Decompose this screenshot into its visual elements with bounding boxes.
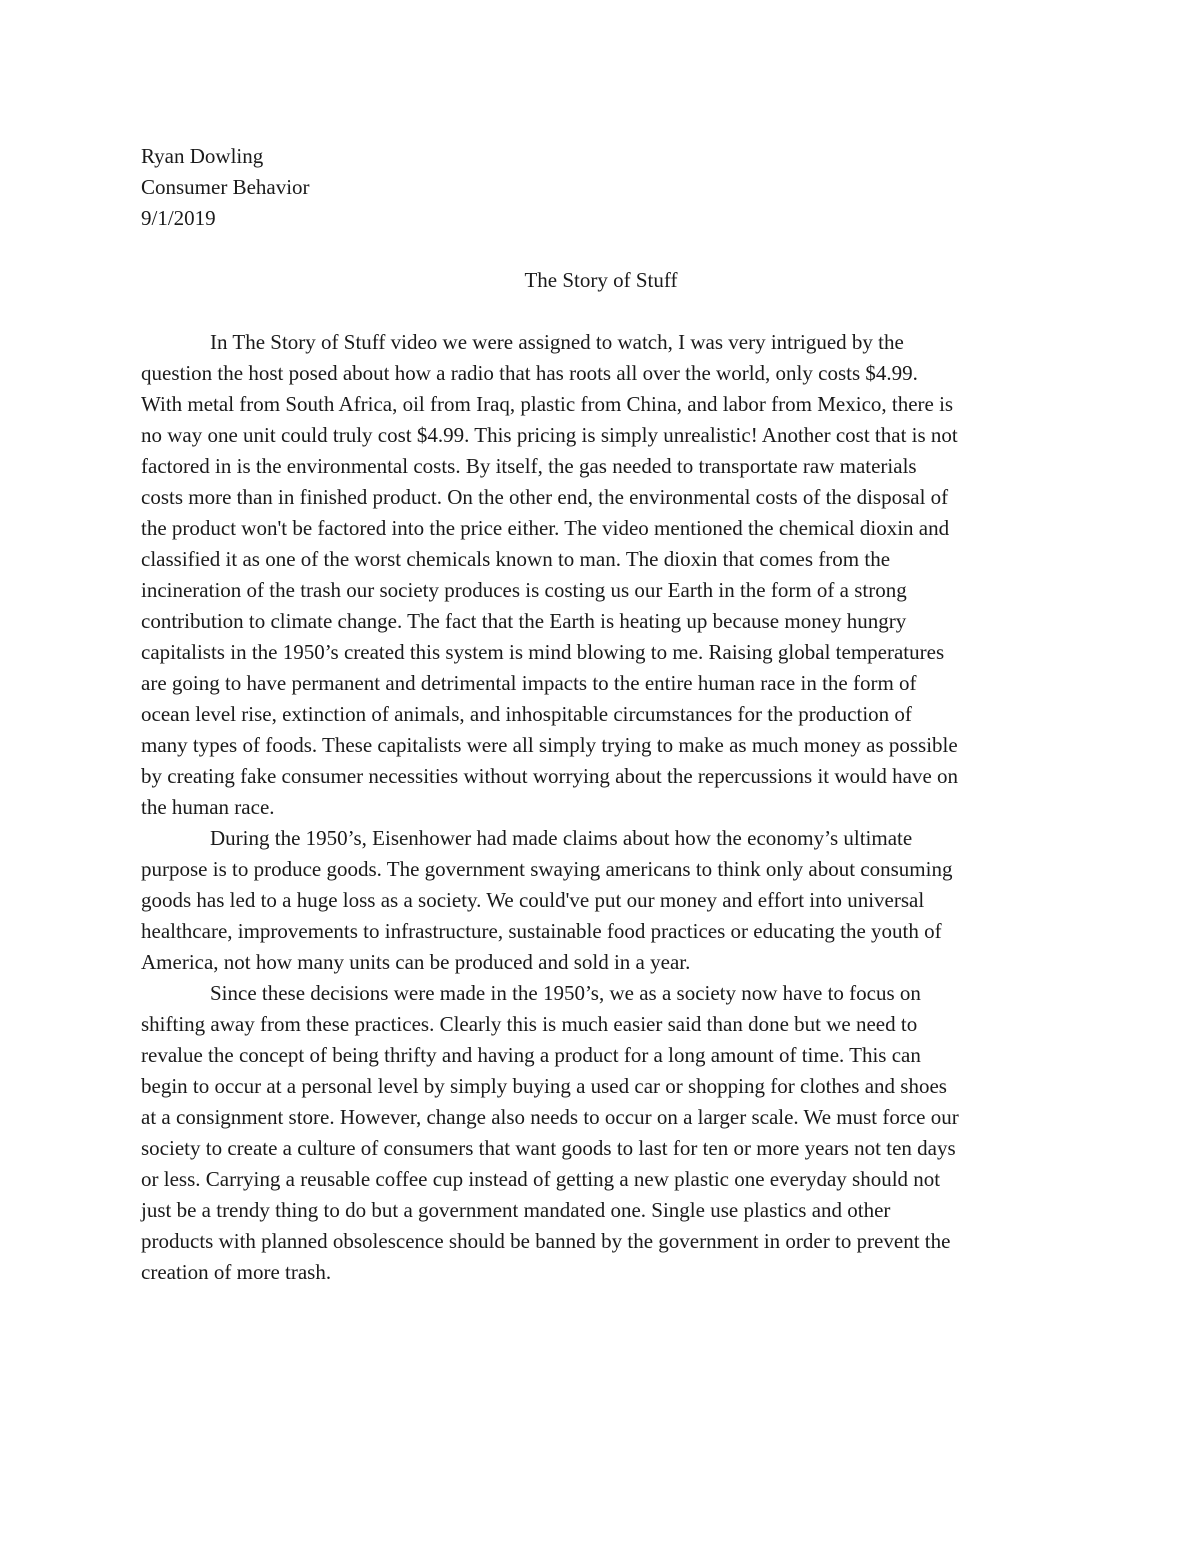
text-line: creation of more trash.	[141, 1260, 332, 1284]
text-line: question the host posed about how a radio that has roots all over the world, only costs $4.99.	[141, 361, 918, 385]
text-line: purpose is to produce goods. The government swaying americans to think only about consuming	[141, 857, 953, 881]
text-line: begin to occur at a personal level by simply buying a used car or shopping for clothes and shoes	[141, 1074, 947, 1098]
text-line: classified it as one of the worst chemicals known to man. The dioxin that comes from the	[141, 547, 891, 571]
text-line: the human race.	[141, 795, 275, 819]
text-line: America, not how many units can be produced and sold in a year.	[141, 950, 691, 974]
author-name: Ryan Dowling	[141, 144, 264, 168]
text-line: healthcare, improvements to infrastructure, sustainable food practices or educating the youth of	[141, 919, 942, 943]
text-line: ocean level rise, extinction of animals, and inhospitable circumstances for the production of	[141, 702, 912, 726]
text-line: no way one unit could truly cost $4.99. This pricing is simply unrealistic! Another cost that is not	[141, 423, 958, 447]
text-line: or less. Carrying a reusable coffee cup instead of getting a new plastic one everyday should not	[141, 1167, 941, 1191]
text-line: Since these decisions were made in the 1950’s, we as a society now have to focus on	[210, 981, 921, 1005]
text-line: the product won't be factored into the price either. The video mentioned the chemical dioxin and	[141, 516, 950, 540]
text-line: goods has led to a huge loss as a society. We could've put our money and effort into universal	[141, 888, 925, 912]
text-line: During the 1950’s, Eisenhower had made claims about how the economy’s ultimate	[210, 826, 913, 850]
text-line: With metal from South Africa, oil from Iraq, plastic from China, and labor from Mexico, there is	[141, 392, 954, 416]
text-line: are going to have permanent and detrimental impacts to the entire human race in the form of	[141, 671, 917, 695]
text-line: factored in is the environmental costs. By itself, the gas needed to transportate raw materials	[141, 454, 917, 478]
text-line: capitalists in the 1950’s created this system is mind blowing to me. Raising global temperatures	[141, 640, 945, 664]
text-line: many types of foods. These capitalists were all simply trying to make as much money as possible	[141, 733, 958, 757]
text-line: costs more than in finished product. On the other end, the environmental costs of the disposal of	[141, 485, 949, 509]
text-line: at a consignment store. However, change also needs to occur on a larger scale. We must force our	[141, 1105, 959, 1129]
text-line: by creating fake consumer necessities without worrying about the repercussions it would have on	[141, 764, 959, 788]
paragraph	[141, 327, 1061, 823]
text-line: products with planned obsolescence should be banned by the government in order to prevent the	[141, 1229, 951, 1253]
text-line: just be a trendy thing to do but a government mandated one. Single use plastics and other	[141, 1198, 891, 1222]
paragraph	[141, 823, 1061, 978]
document-header	[141, 141, 1061, 234]
text-line: revalue the concept of being thrifty and having a product for a long amount of time. This can	[141, 1043, 921, 1067]
text-line: shifting away from these practices. Clearly this is much easier said than done but we need to	[141, 1012, 918, 1036]
text-line: incineration of the trash our society produces is costing us our Earth in the form of a strong	[141, 578, 907, 602]
paragraph	[141, 978, 1061, 1288]
document-date: 9/1/2019	[141, 206, 216, 230]
text-line: society to create a culture of consumers that want goods to last for ten or more years not ten days	[141, 1136, 956, 1160]
text-line: In The Story of Stuff video we were assigned to watch, I was very intrigued by the	[210, 330, 904, 354]
course-name: Consumer Behavior	[141, 175, 310, 199]
document-title: The Story of Stuff	[524, 268, 678, 292]
text-line: contribution to climate change. The fact that the Earth is heating up because money hungry	[141, 609, 907, 633]
document-body	[141, 327, 1061, 1288]
